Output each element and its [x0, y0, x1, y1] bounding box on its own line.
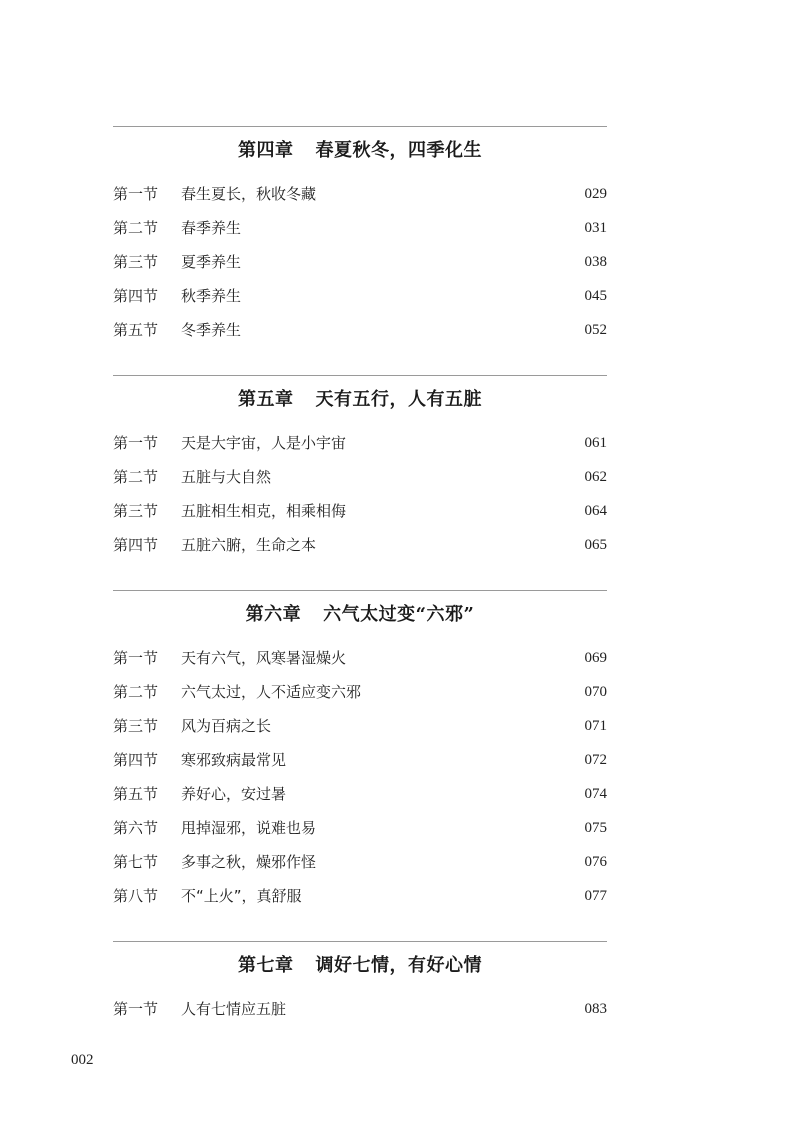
section-title: 冬季养生	[181, 321, 242, 339]
section-list	[113, 422, 607, 562]
section-number: 第四节	[113, 751, 159, 769]
table-of-contents	[113, 126, 607, 1026]
section-number: 第一节	[113, 649, 159, 667]
section-number: 第四节	[113, 287, 159, 305]
toc-entry[interactable]	[113, 313, 607, 347]
toc-entry[interactable]	[113, 494, 607, 528]
chapter-heading	[113, 127, 607, 173]
chapter-6	[113, 590, 607, 913]
section-number: 第二节	[113, 468, 159, 486]
toc-entry[interactable]	[113, 528, 607, 562]
section-page: 070	[584, 684, 607, 700]
section-page: 071	[584, 718, 607, 734]
section-page: 038	[584, 254, 607, 270]
toc-entry[interactable]	[113, 992, 607, 1026]
section-page: 062	[584, 469, 607, 485]
section-page: 069	[584, 650, 607, 666]
section-page: 072	[584, 752, 607, 768]
section-list	[113, 988, 607, 1026]
toc-entry[interactable]	[113, 279, 607, 313]
toc-entry[interactable]	[113, 641, 607, 675]
section-title: 天是大宇宙，人是小宇宙	[181, 434, 347, 452]
spacer	[113, 913, 607, 941]
spacer	[113, 562, 607, 590]
chapter-5	[113, 375, 607, 562]
toc-entry[interactable]	[113, 211, 607, 245]
section-title: 不“上火”，真舒服	[181, 887, 302, 905]
chapter-number: 第五章	[238, 389, 294, 410]
section-page: 064	[584, 503, 607, 519]
section-title: 五脏相生相克，相乘相侮	[181, 502, 347, 520]
section-page: 074	[584, 786, 607, 802]
section-page: 045	[584, 288, 607, 304]
chapter-number: 第七章	[238, 955, 294, 976]
section-number: 第七节	[113, 853, 159, 871]
section-page: 077	[584, 888, 607, 904]
toc-entry[interactable]	[113, 879, 607, 913]
section-number: 第二节	[113, 219, 159, 237]
chapter-title: 六气太过变“六邪”	[323, 604, 475, 625]
toc-entry[interactable]	[113, 845, 607, 879]
section-title: 风为百病之长	[181, 717, 272, 735]
toc-entry[interactable]	[113, 245, 607, 279]
section-title: 六气太过，人不适应变六邪	[181, 683, 362, 701]
section-number: 第一节	[113, 185, 159, 203]
toc-entry[interactable]	[113, 811, 607, 845]
chapter-4	[113, 126, 607, 347]
section-title: 夏季养生	[181, 253, 242, 271]
section-title: 养好心，安过暑	[181, 785, 287, 803]
spacer	[113, 347, 607, 375]
section-title: 人有七情应五脏	[181, 1000, 287, 1018]
section-number: 第一节	[113, 1000, 159, 1018]
section-page: 031	[584, 220, 607, 236]
section-number: 第六节	[113, 819, 159, 837]
section-page: 075	[584, 820, 607, 836]
section-title: 春季养生	[181, 219, 242, 237]
toc-entry[interactable]	[113, 743, 607, 777]
chapter-title: 春夏秋冬，四季化生	[315, 140, 482, 161]
section-list	[113, 173, 607, 347]
section-title: 多事之秋，燥邪作怪	[181, 853, 317, 871]
toc-entry[interactable]	[113, 777, 607, 811]
section-number: 第四节	[113, 536, 159, 554]
section-number: 第五节	[113, 321, 159, 339]
chapter-title: 调好七情，有好心情	[315, 955, 482, 976]
chapter-number: 第六章	[245, 604, 302, 625]
section-list	[113, 637, 607, 913]
section-page: 076	[584, 854, 607, 870]
page-number: 002	[71, 1052, 94, 1068]
section-page: 052	[584, 322, 607, 338]
section-number: 第五节	[113, 785, 159, 803]
chapter-heading	[113, 376, 607, 422]
toc-entry[interactable]	[113, 675, 607, 709]
section-number: 第三节	[113, 253, 159, 271]
toc-entry[interactable]	[113, 426, 607, 460]
section-title: 寒邪致病最常见	[181, 751, 287, 769]
chapter-heading	[113, 591, 607, 637]
section-number: 第八节	[113, 887, 159, 905]
section-title: 春生夏长，秋收冬藏	[181, 185, 317, 203]
toc-entry[interactable]	[113, 460, 607, 494]
section-number: 第三节	[113, 717, 159, 735]
section-title: 五脏六腑，生命之本	[181, 536, 317, 554]
chapter-heading	[113, 942, 607, 988]
section-title: 甩掉湿邪，说难也易	[181, 819, 317, 837]
section-title: 五脏与大自然	[181, 468, 272, 486]
section-number: 第三节	[113, 502, 159, 520]
section-number: 第二节	[113, 683, 159, 701]
toc-entry[interactable]	[113, 709, 607, 743]
section-title: 秋季养生	[181, 287, 242, 305]
chapter-number: 第四章	[238, 140, 294, 161]
chapter-7	[113, 941, 607, 1026]
section-page: 061	[584, 435, 607, 451]
section-title: 天有六气，风寒暑湿燥火	[181, 649, 347, 667]
chapter-title: 天有五行，人有五脏	[315, 389, 482, 410]
section-page: 029	[584, 186, 607, 202]
section-number: 第一节	[113, 434, 159, 452]
section-page: 065	[584, 537, 607, 553]
toc-entry[interactable]	[113, 177, 607, 211]
section-page: 083	[584, 1001, 607, 1017]
